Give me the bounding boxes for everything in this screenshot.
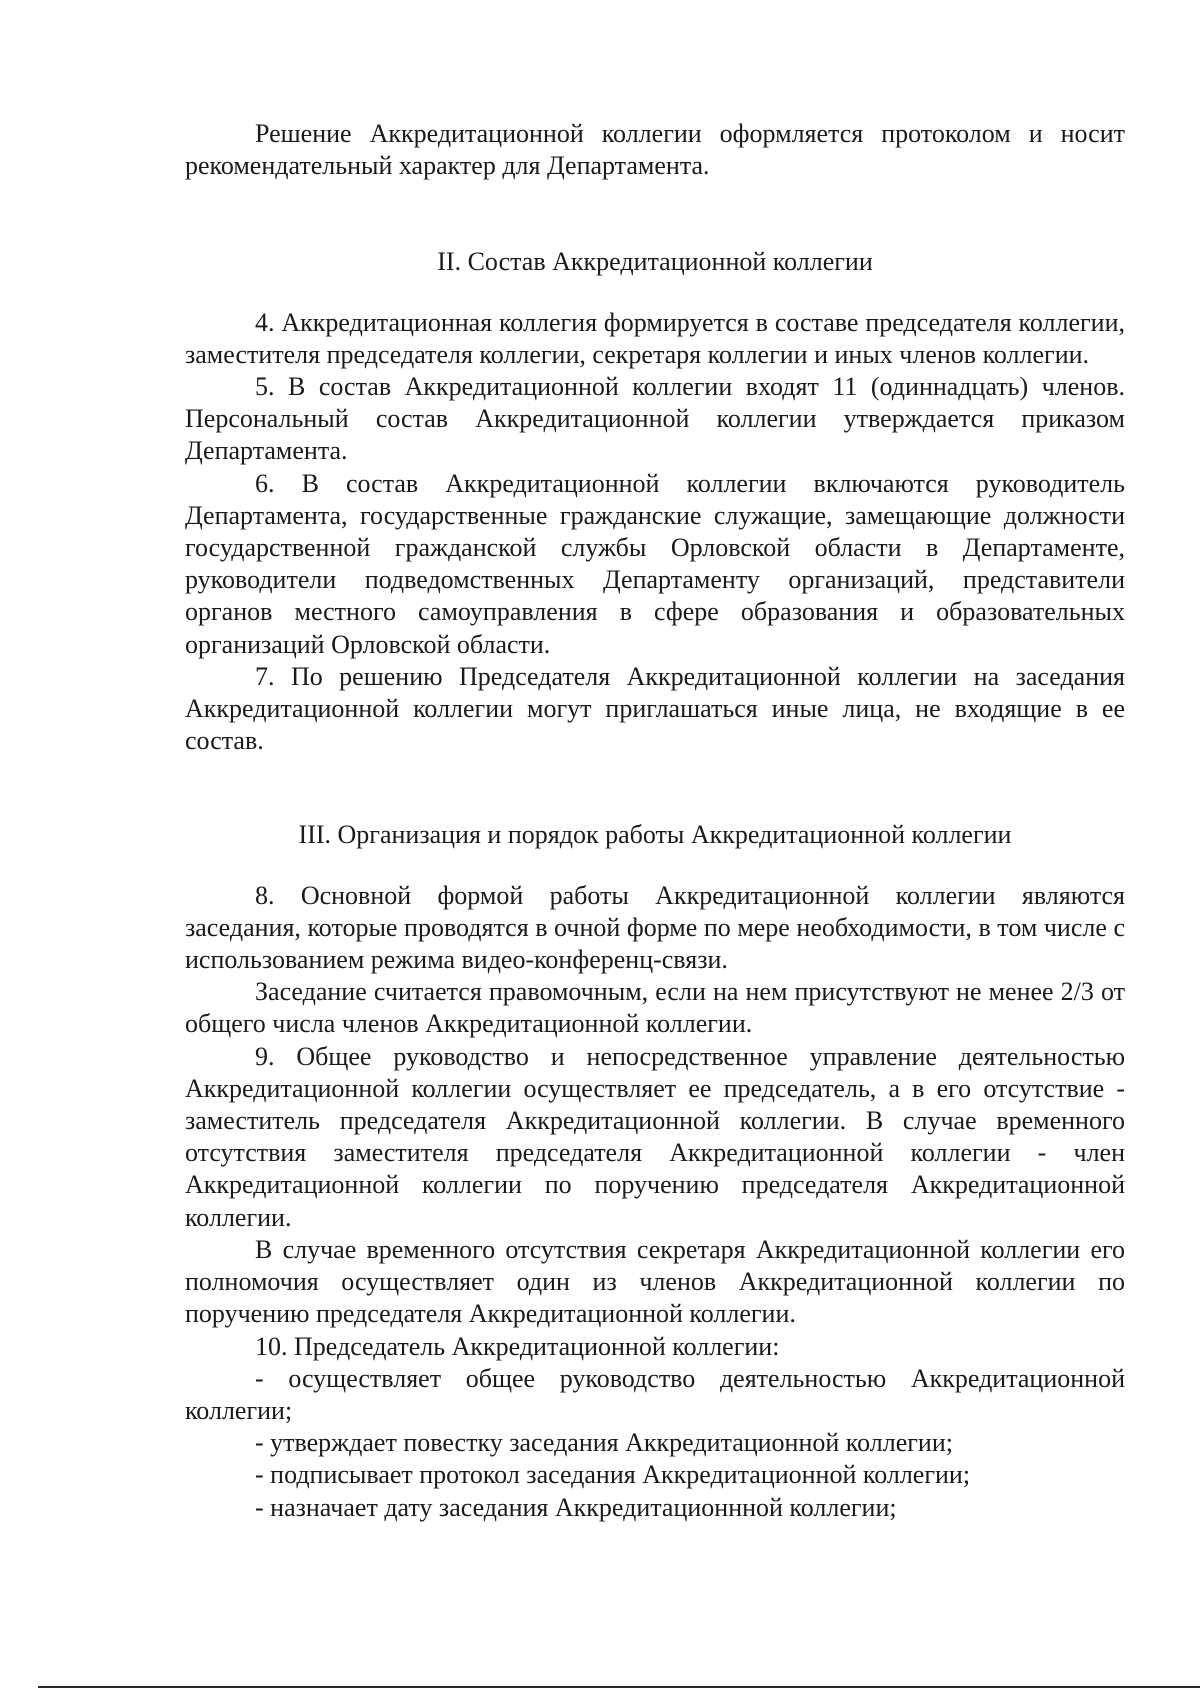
paragraph-4: 4. Аккредитационная коллегия формируется в составе председателя коллегии, заместителя председателя коллегии, секретаря коллегии и иных членов коллегии. [185,307,1125,369]
chairman-duty-item: - утверждает повестку заседания Аккредитационной коллегии; [255,1428,953,1458]
document-page [185,118,1125,1524]
paragraph-9: 9. Общее руководство и непосредственное управление деятельностью Аккредитационной коллегии осуществляет ее председатель, а в его отсутствие - заместитель председателя Аккредитационной коллегии. В случае временного отсутствия заместителя председателя Аккредитационной коллегии - член Аккредитационной коллегии по поручению председателя Аккредитационной коллегии. [185,1041,1125,1232]
section-3-title: III. Организация и порядок работы Аккредитационной коллегии [298,820,1012,850]
paragraph-8-quorum: Заседание считается правомочным, если на нем присутствуют не менее 2/3 от общего числа членов Аккредитационной коллегии. [185,977,1125,1039]
paragraph-intro: Решение Аккредитационной коллегии оформляется протоколом и носит рекомендательный характер для Департамента. [185,119,1125,181]
paragraph-7: 7. По решению Председателя Аккредитационной коллегии на заседания Аккредитационной коллегии могут приглашаться иные лица, не входящие в ее состав. [185,661,1125,756]
paragraph-10: 10. Председатель Аккредитационной коллегии: [255,1331,780,1361]
paragraph-8: 8. Основной формой работы Аккредитационной коллегии являются заседания, которые проводятся в очной форме по мере необходимости, в том числе с использованием режима видео-конференц-связи. [185,880,1125,975]
chairman-duty-item: - подписывает протокол заседания Аккредитационной коллегии; [255,1460,971,1490]
paragraph-6: 6. В состав Аккредитационной коллегии включаются руководитель Департамента, государственные гражданские служащие, замещающие должности государственной гражданской службы Орловской области в Департаменте, руководители подведомственных Департаменту организаций, представители органов местного самоуправления в сфере образования и образовательных организаций Орловской области. [185,468,1125,659]
section-2-title: II. Состав Аккредитационной коллегии [437,247,873,277]
paragraph-9-secretary: В случае временного отсутствия секретаря Аккредитационной коллегии его полномочия осуществляет один из членов Аккредитационной коллегии по поручению председателя Аккредитационной коллегии. [185,1234,1125,1329]
chairman-duty-item: - осуществляет общее руководство деятельностью Аккредитационной коллегии; [185,1363,1125,1425]
chairman-duty-item: - назначает дату заседания Аккредитационнной коллегии; [255,1492,897,1522]
paragraph-5: 5. В состав Аккредитационной коллегии входят 11 (одиннадцать) членов. Персональный состав Аккредитационной коллегии утверждается приказом Департамента. [185,372,1125,466]
bottom-scan-line [38,1686,1200,1688]
